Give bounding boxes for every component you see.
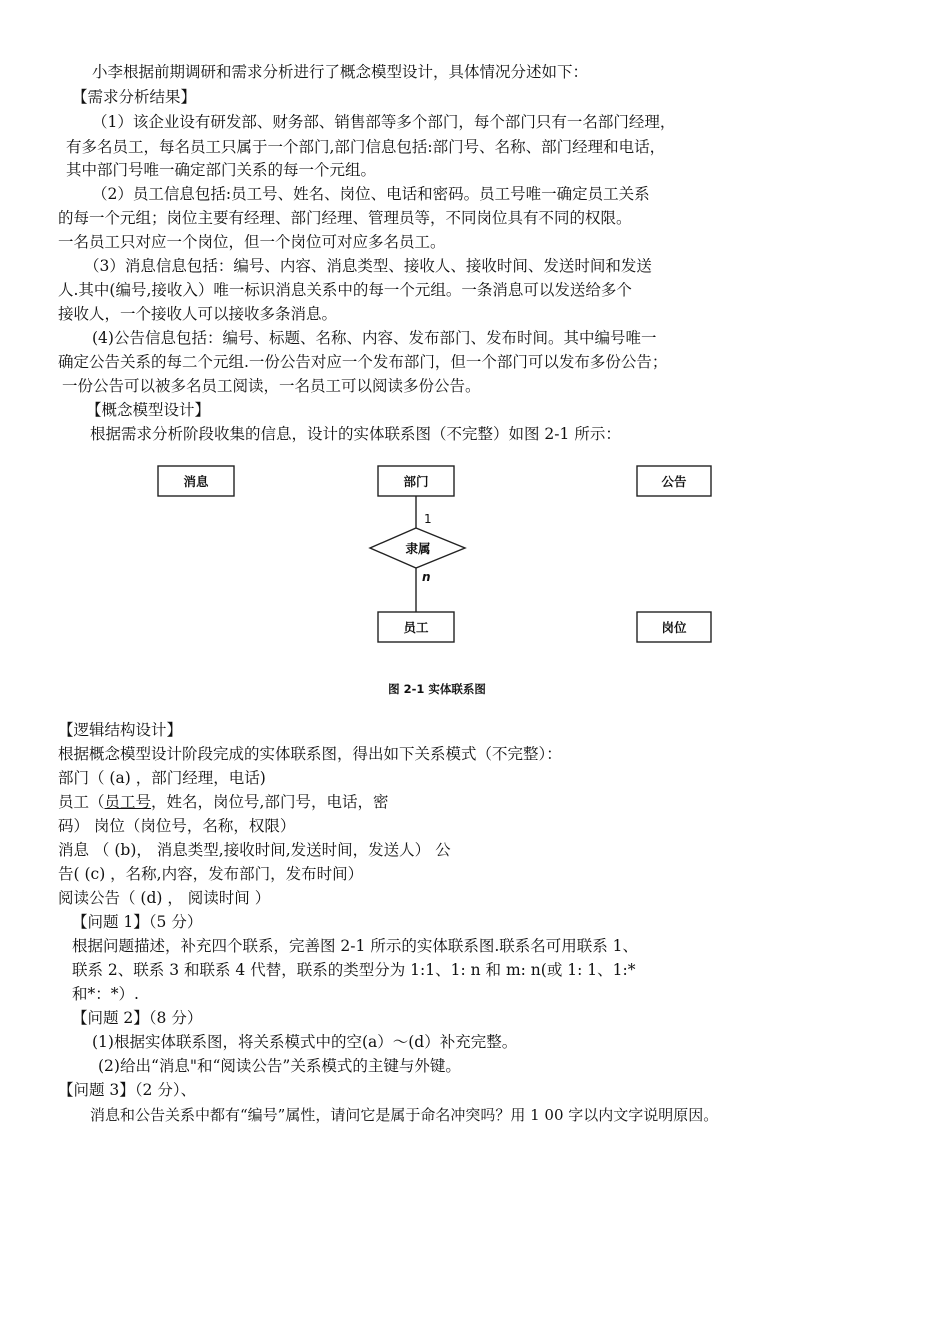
- req-p4-line2: 确定公告关系的每二个元组.一份公告对应一个发布部门，但一个部门可以发布多份公告；: [58, 353, 668, 371]
- q2-heading: 【问题 2】（8 分）: [72, 1009, 203, 1027]
- intro-text: 小李根据前期调研和需求分析进行了概念模型设计，具体情况分述如下：: [92, 63, 589, 81]
- schema-employee: [58, 792, 388, 812]
- q1-line3: 和*：*）.: [72, 985, 139, 1003]
- q2-line2: (2)给出“消息"和“阅读公告”关系模式的主键与外键。: [98, 1057, 461, 1075]
- q3-line: 消息和公告关系中都有“编号”属性，请问它是属于命名冲突吗？用 1 00 字以内文字说明原因。: [90, 1106, 719, 1124]
- entity-department-label: 部门: [403, 474, 429, 489]
- q2-line1: (1)根据实体联系图，将关系模式中的空(a）～(d）补充完整。: [92, 1033, 518, 1051]
- q1-heading: 【问题 1】（5 分）: [72, 913, 203, 931]
- req-p2-line2: 的每一个元组；岗位主要有经理、部门经理、管理员等，不同岗位具有不同的权限。: [58, 209, 632, 227]
- req-p1-line1: （1）该企业设有研发部、财务部、销售部等多个部门，每个部门只有一名部门经理，: [92, 113, 676, 131]
- req-p1-line2: 有多名员工，每名员工只属于一个部门,部门信息包括:部门号、名称、部门经理和电话，: [66, 138, 666, 156]
- schema-employee-rest: ，姓名，岗位号,部门号，电话，密: [151, 793, 389, 811]
- req-p3-line3: 接收人，一个接收人可以接收多条消息。: [58, 305, 338, 323]
- section-heading-requirements: 【需求分析结果】: [72, 88, 197, 106]
- q3-heading: 【问题 3】（2 分）、: [58, 1081, 197, 1099]
- req-p4-line3: 一份公告可以被多名员工阅读，一名员工可以阅读多份公告。: [62, 377, 481, 395]
- schema-message: 消息 （ (b)， 消息类型,接收时间,发送时间，发送人） 公: [58, 841, 451, 859]
- req-p2-line3: 一名员工只对应一个岗位，但一个岗位可对应多名员工。: [58, 233, 446, 251]
- cardinality-n: n: [422, 570, 431, 584]
- relationship-label: 隶属: [405, 541, 431, 556]
- figure-caption: 图 2-1 实体联系图: [388, 682, 486, 696]
- req-p4-line1: (4)公告信息包括：编号、标题、名称、内容、发布部门、发布时间。其中编号唯一: [92, 329, 657, 347]
- req-p1-line3: 其中部门号唯一确定部门关系的每一个元组。: [66, 161, 377, 179]
- concept-desc: 根据需求分析阶段收集的信息，设计的实体联系图（不完整）如图 2-1 所示：: [90, 425, 621, 443]
- cardinality-one: 1: [424, 512, 432, 526]
- req-p3-line2: 人.其中(编号,接收入）唯一标识消息关系中的每一个元组。一条消息可以发送给多个: [58, 281, 632, 299]
- req-p2-line1: （2）员工信息包括:员工号、姓名、岗位、电话和密码。员工号唯一确定员工关系: [92, 185, 650, 203]
- schema-employee-prefix: 员工（: [58, 793, 105, 811]
- schema-read-notice: 阅读公告（ (d) ， 阅读时间 ）: [58, 889, 271, 907]
- entity-notice-label: 公告: [661, 474, 687, 489]
- logic-desc: 根据概念模型设计阶段完成的实体联系图，得出如下关系模式（不完整）：: [58, 745, 562, 763]
- schema-department: 部门（ (a) ，部门经理，电话): [58, 769, 266, 787]
- section-heading-concept: 【概念模型设计】: [86, 401, 211, 419]
- entity-message-label: 消息: [183, 474, 209, 489]
- section-heading-logic: 【逻辑结构设计】: [58, 721, 183, 739]
- schema-employee-key: 员工号: [104, 793, 152, 811]
- entity-employee-label: 员工: [403, 620, 429, 635]
- q1-line2: 联系 2、联系 3 和联系 4 代替，联系的类型分为 1:1、1: n 和 m: n(或 1: 1、1:*: [72, 961, 636, 979]
- er-diagram: [0, 450, 950, 710]
- entity-post-label: 岗位: [661, 620, 687, 635]
- schema-notice: 告( (c) ，名称,内容，发布部门，发布时间）: [58, 865, 364, 883]
- q1-line1: 根据问题描述，补充四个联系，完善图 2-1 所示的实体联系图.联系名可用联系 1、: [72, 937, 639, 955]
- schema-line3: 码） 岗位（岗位号，名称，权限）: [58, 817, 296, 835]
- req-p3-line1: （3）消息信息包括：编号、内容、消息类型、接收人、接收时间、发送时间和发送: [84, 257, 652, 275]
